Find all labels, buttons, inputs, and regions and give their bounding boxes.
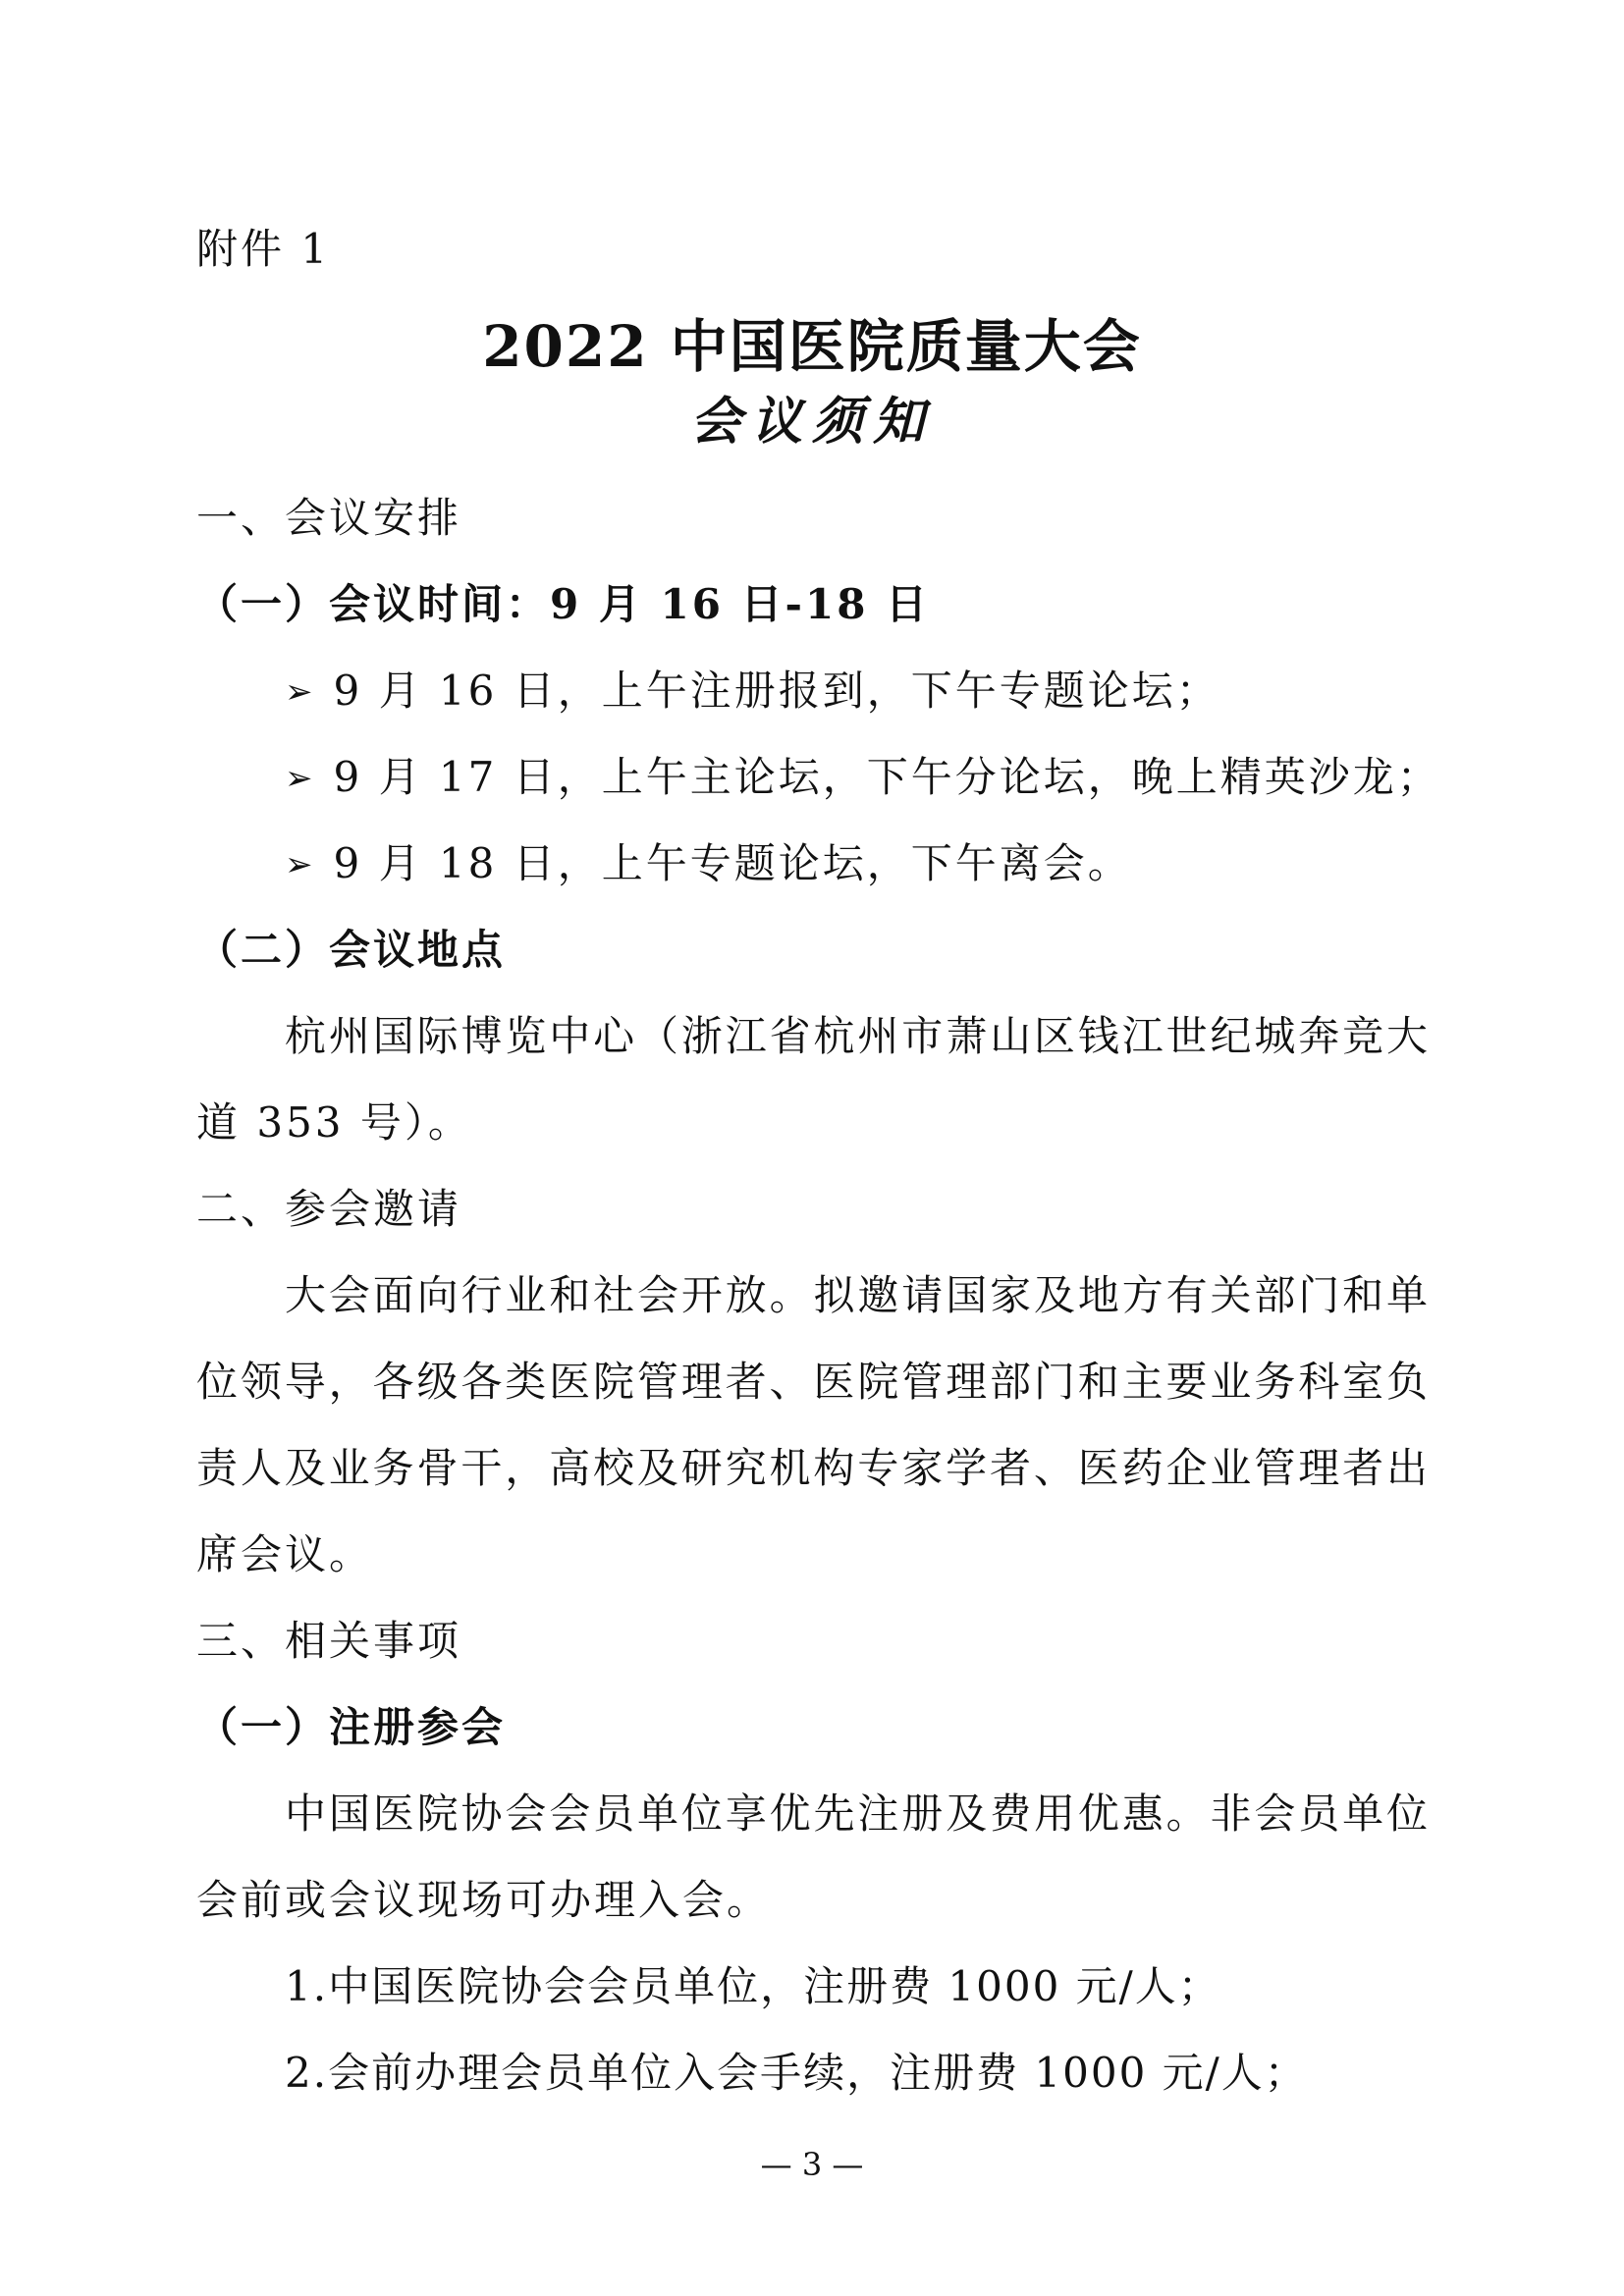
invitation-line: 位领导，各级各类医院管理者、医院管理部门和主要业务科室负	[196, 1358, 1428, 1406]
section3-sub1-heading: （一）注册参会	[196, 1703, 507, 1751]
schedule-item	[285, 750, 1441, 806]
section1-heading: 一、会议安排	[196, 494, 462, 542]
page-number: — 3 —	[760, 2146, 864, 2183]
venue-line: 杭州国际博览中心（浙江省杭州市萧山区钱江世纪城奔竞大	[285, 1012, 1428, 1060]
fee-item: 2.会前办理会员单位入会手续，注册费 1000 元/人；	[285, 2049, 1308, 2097]
document-title: 2022 中国医院质量大会	[482, 313, 1142, 380]
arrow-bullet-icon: ➢	[285, 845, 316, 884]
registration-line: 中国医院协会会员单位享优先注册及费用优惠。非会员单位	[285, 1789, 1428, 1838]
section2-heading: 二、参会邀请	[196, 1185, 462, 1233]
arrow-bullet-icon: ➢	[285, 672, 316, 712]
registration-line: 会前或会议现场可办理入会。	[196, 1876, 772, 1924]
arrow-bullet-icon: ➢	[285, 759, 316, 798]
schedule-item-text: 9 月 16 日，上午注册报到，下午专题论坛；	[333, 667, 1220, 715]
section3-heading: 三、相关事项	[196, 1617, 462, 1665]
fee-item: 1.中国医院协会会员单位，注册费 1000 元/人；	[285, 1962, 1221, 2010]
section1-sub1-heading: （一）会议时间：9 月 16 日-18 日	[196, 580, 931, 628]
invitation-line: 大会面向行业和社会开放。拟邀请国家及地方有关部门和单	[285, 1271, 1428, 1319]
invitation-line: 席会议。	[196, 1530, 374, 1578]
schedule-item	[285, 836, 1132, 892]
schedule-item-text: 9 月 17 日，上午主论坛，下午分论坛，晚上精英沙龙；	[333, 753, 1441, 801]
document-subtitle: 会议须知	[689, 392, 934, 452]
schedule-item	[285, 664, 1220, 720]
schedule-item-text: 9 月 18 日，上午专题论坛，下午离会。	[333, 839, 1132, 887]
section1-sub2-heading: （二）会议地点	[196, 926, 507, 974]
venue-line: 道 353 号）。	[196, 1098, 472, 1147]
attachment-label: 附件 1	[196, 225, 331, 273]
invitation-line: 责人及业务骨干，高校及研究机构专家学者、医药企业管理者出	[196, 1444, 1428, 1492]
